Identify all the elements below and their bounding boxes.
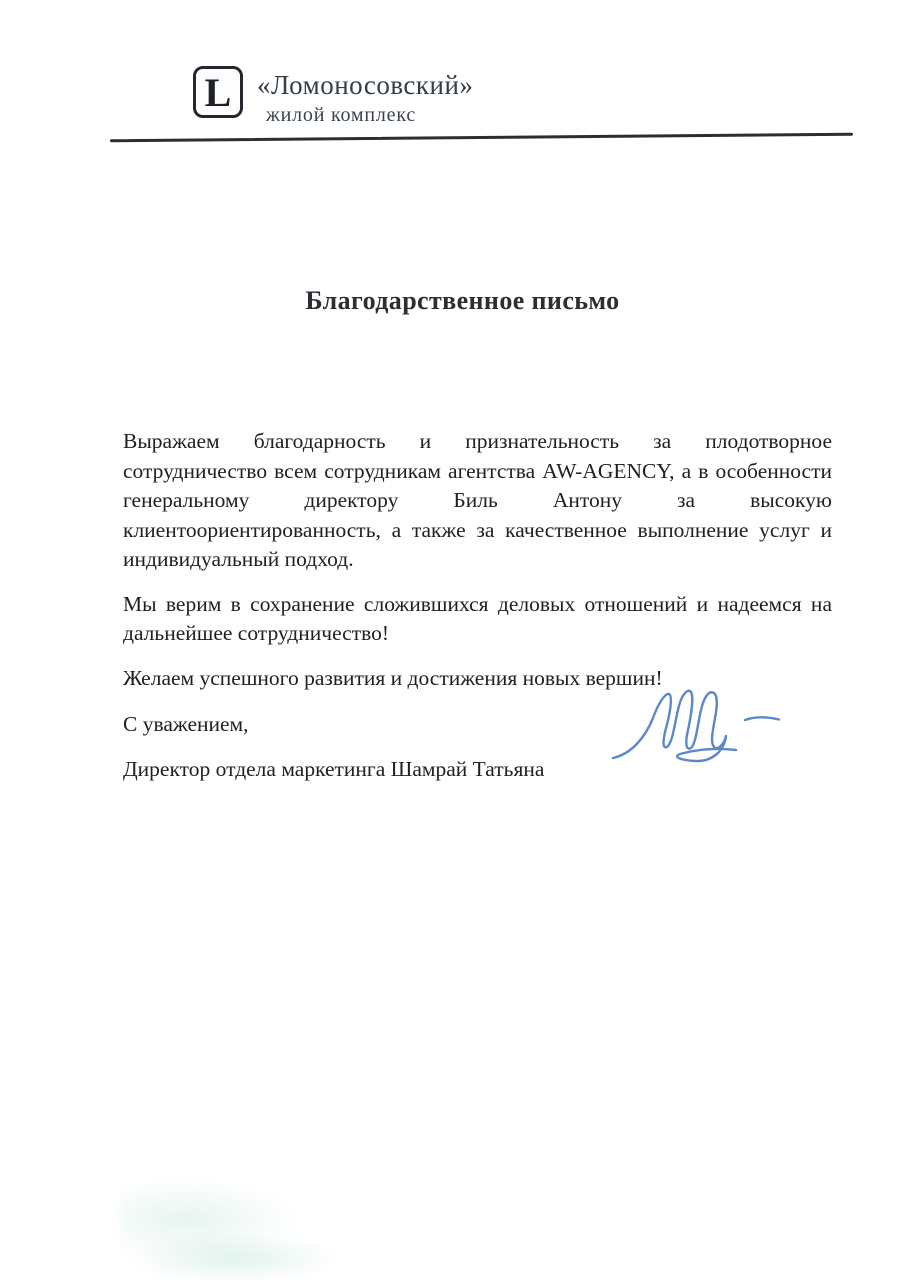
- letter-title: Благодарственное письмо: [305, 286, 620, 315]
- paragraph-wishes: Желаем успешного развития и достижения новых вершин!: [123, 665, 663, 690]
- closing-salutation: С уважением,: [123, 712, 249, 736]
- scan-artifact: [130, 1228, 360, 1280]
- closing-block: [123, 710, 544, 799]
- paragraph-relations: Мы верим в сохранение сложившихся деловых отношений и надеемся на дальнейшее сотрудничество!: [123, 591, 832, 645]
- signatory-name: Директор отдела маркетинга Шамрай Татьяна: [123, 756, 545, 781]
- letter-body: [123, 427, 832, 708]
- header-divider: [110, 133, 853, 142]
- signature-dash-stroke: [745, 717, 779, 720]
- handwritten-signature: [603, 684, 795, 772]
- company-name: «Ломоносовский»: [257, 70, 474, 100]
- signature-scribble-stroke: [613, 691, 736, 761]
- company-subtitle: жилой комплекс: [266, 104, 417, 126]
- company-logo: [193, 66, 243, 118]
- paragraph-gratitude: Выражаем благодарность и признательность за плодотворное сотрудничество всем сотрудникам агентства AW-AGENCY, а в особенности генеральному директору Биль Антону за высокую клиентоориентированность, а также за качественное выполнение услуг и индивидуальный подход.: [123, 429, 832, 571]
- scan-artifact: [120, 1175, 310, 1255]
- logo-letter: L: [204, 70, 232, 115]
